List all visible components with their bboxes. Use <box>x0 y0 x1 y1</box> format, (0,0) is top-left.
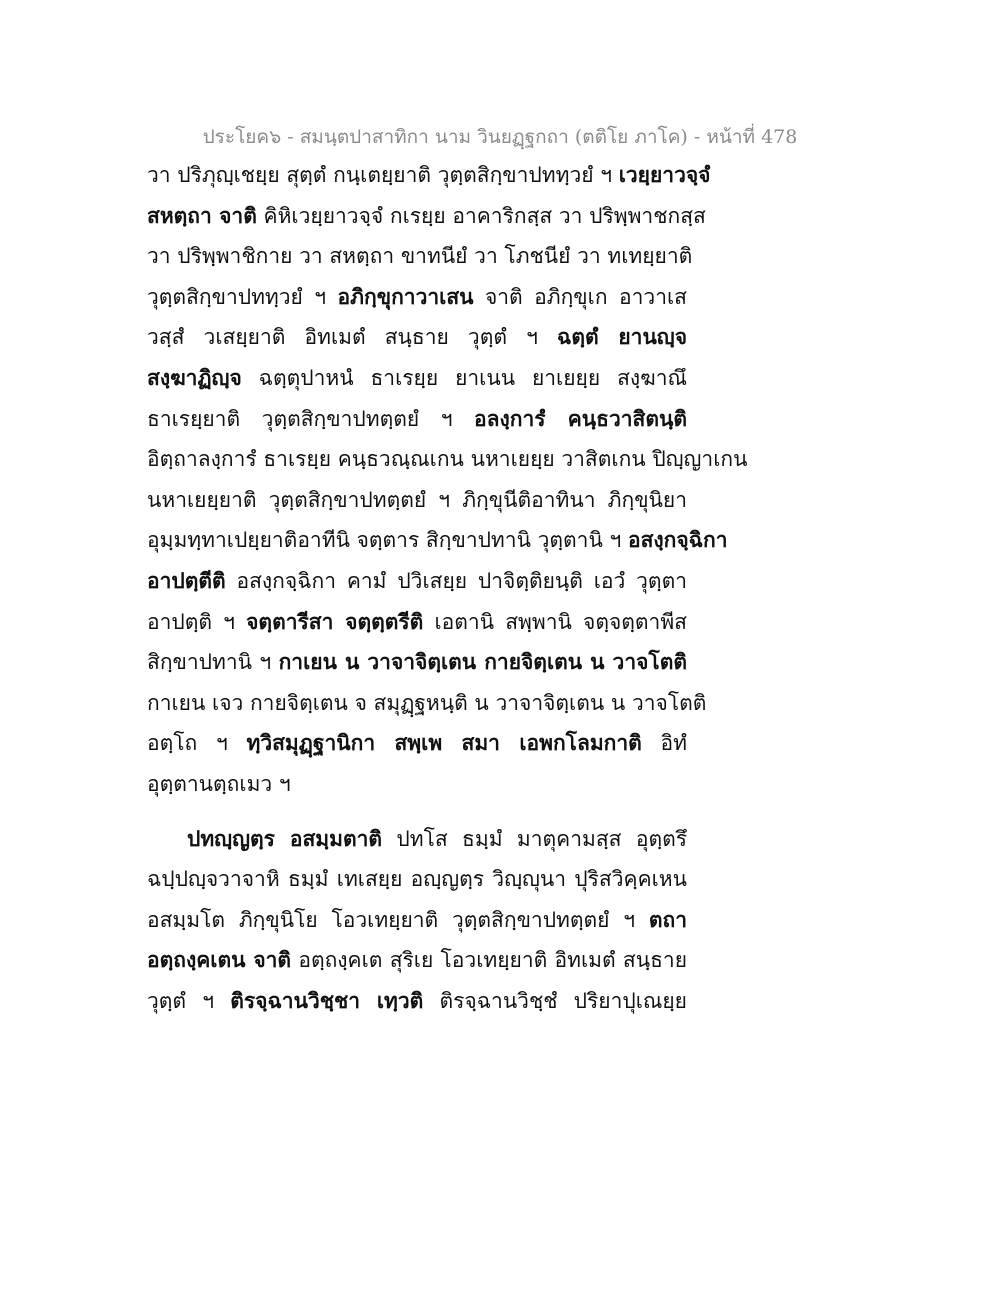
text-segment: กาเยน เจว กายจิตฺเตน จ สมุฏฺฐหนฺติ น วาจาจิตฺเตน น วาจโตติ <box>147 690 707 715</box>
text-segment: วุตฺตสิกฺขาปททฺวยํ ฯ <box>147 284 338 309</box>
bold-term: ติรจฺฉานวิชฺชา เทฺวติ <box>230 987 424 1013</box>
text-segment: ติรจฺฉานวิชฺชํ ปริยาปุเณยฺย <box>423 988 687 1013</box>
text-line <box>147 320 687 361</box>
text-line <box>147 686 707 727</box>
bold-term: ปทญฺญตฺร อสมฺมตาติ <box>187 825 383 851</box>
text-segment: อตฺโถ ฯ <box>147 731 247 756</box>
text-segment: ปทโส ธมฺมํ มาตุคามสฺส อุตฺตรึ <box>382 826 688 851</box>
text-segment: อสงฺกจฺฉิกา คามํ ปวิเสยฺย ปาจิตฺติยนฺติ เอวํ วุตฺตา <box>225 568 687 593</box>
paragraph-2 <box>147 822 687 1025</box>
text-segment: อิตฺถาลงฺการํ ธาเรยฺย คนฺธวณฺณเกน นหาเยยฺย วาสิตเกน ปิญฺญาเกน <box>147 447 748 472</box>
text-segment: วา ปริพฺพาชิกาย วา สหตฺถา ขาทนียํ วา โภชนียํ วา ทเทยฺยาติ <box>147 244 693 269</box>
text-line <box>147 564 687 605</box>
text-segment: จาติ อภิกฺขุเก อาวาเส <box>473 284 687 309</box>
bold-term: อตฺถงฺคเตน จาติ <box>147 947 292 973</box>
text-line <box>147 158 711 199</box>
text-line <box>147 280 687 321</box>
text-line <box>147 943 687 984</box>
text-line <box>147 402 687 443</box>
text-segment: ธาเรยฺยาติ วุตฺตสิกฺขาปทตฺตยํ ฯ <box>147 406 475 431</box>
bold-term: กาเยน น วาจาจิตฺเตน กายจิตฺเตน น วาจโตติ <box>278 649 687 675</box>
bold-term: สงฺฆาฏิญฺจ <box>147 364 242 390</box>
text-line <box>147 239 693 280</box>
bold-term: ตถา <box>648 906 687 932</box>
page-header: ประโยค๖ - สมนฺตปาสาทิกา นาม วินยฏฺฐกถา (ตติโย ภาโค) - หน้าที่ 478 <box>202 126 798 148</box>
text-line <box>147 361 687 402</box>
text-line <box>147 483 687 524</box>
bold-term: ทฺวิสมุฏฺฐานิกา สพฺเพ สมา เอพกโลมกาติ <box>246 730 642 756</box>
bold-term: อาปตฺตีติ <box>147 567 226 593</box>
text-line <box>147 523 728 564</box>
text-segment: อสมฺมโต ภิกฺขุนิโย โอวเทยฺยาติ วุตฺตสิกฺขาปทตฺตยํ ฯ <box>147 907 649 932</box>
bold-term: อลงฺการํ คนฺธวาสิตนฺติ <box>474 405 687 431</box>
text-segment: วุตฺตํ ฯ <box>147 988 231 1013</box>
paragraph-gap <box>147 808 687 822</box>
bold-term: เวยฺยาวจฺจํ <box>618 162 711 187</box>
text-segment: อุตฺตานตฺถเมว ฯ <box>147 771 291 796</box>
document-body <box>147 158 748 1024</box>
text-line <box>147 605 687 646</box>
text-segment: อาปตฺติ ฯ <box>147 609 247 634</box>
text-line <box>147 767 687 808</box>
text-segment: เอตานิ สพฺพานิ จตฺจตฺตาพีส <box>423 609 687 634</box>
text-segment: อิทํ <box>641 731 687 756</box>
text-line <box>147 903 687 944</box>
text-segment: วา ปริภุญฺเชยฺย สุตฺตํ กนฺเตยฺยาติ วุตฺตสิกฺขาปททฺวยํ ฯ <box>147 163 619 187</box>
text-segment: อตฺถงฺคเต สุริเย โอวเทยฺยาติ อิทเมตํ สนฺธาย <box>291 948 688 973</box>
bold-term: จตฺตารีสา จตฺตฺตรีติ <box>246 608 424 634</box>
text-line <box>147 726 687 767</box>
text-segment: นหาเยยฺยาติ วุตฺตสิกฺขาปทตฺตยํ ฯ ภิกฺขุนีติอาทินา ภิกฺขุนิยา <box>147 487 687 512</box>
text-segment: สิกฺขาปทานิ ฯ <box>147 650 279 675</box>
paragraph-1 <box>147 158 748 808</box>
bold-term: อภิกฺขุกาวาเสน <box>337 283 474 309</box>
bold-term: อสงฺกจฺฉิกา <box>627 527 728 553</box>
text-line <box>147 199 706 240</box>
text-segment: คิหิเวยฺยาวจฺจํ กเรยฺย อาคาริกสฺส วา ปริพฺพาชกสฺส <box>256 203 706 228</box>
bold-term: สหตฺถา จาติ <box>147 202 257 228</box>
text-line <box>147 822 687 863</box>
text-line <box>147 862 687 903</box>
text-line <box>147 645 687 686</box>
text-line <box>147 442 748 483</box>
text-line <box>147 984 687 1025</box>
text-segment: อุมฺมทฺทาเปยฺยาติอาทีนิ จตฺตาร สิกฺขาปทานิ วุตฺตานิ ฯ <box>147 528 628 553</box>
text-segment: ฉตฺตุปาหนํ ธาเรยฺย ยาเนน ยาเยยฺย สงฺฆาณึ <box>241 365 687 390</box>
text-segment: วสฺสํ วเสยฺยาติ อิทเมตํ สนฺธาย วุตฺตํ ฯ <box>147 325 558 350</box>
text-segment: ฉปฺปญฺจวาจาหิ ธมฺมํ เทเสยฺย อญฺญตฺร วิญฺญุนา ปุริสวิคฺคเหน <box>147 867 687 892</box>
bold-term: ฉตฺตํ ยานญฺจ <box>557 324 687 350</box>
